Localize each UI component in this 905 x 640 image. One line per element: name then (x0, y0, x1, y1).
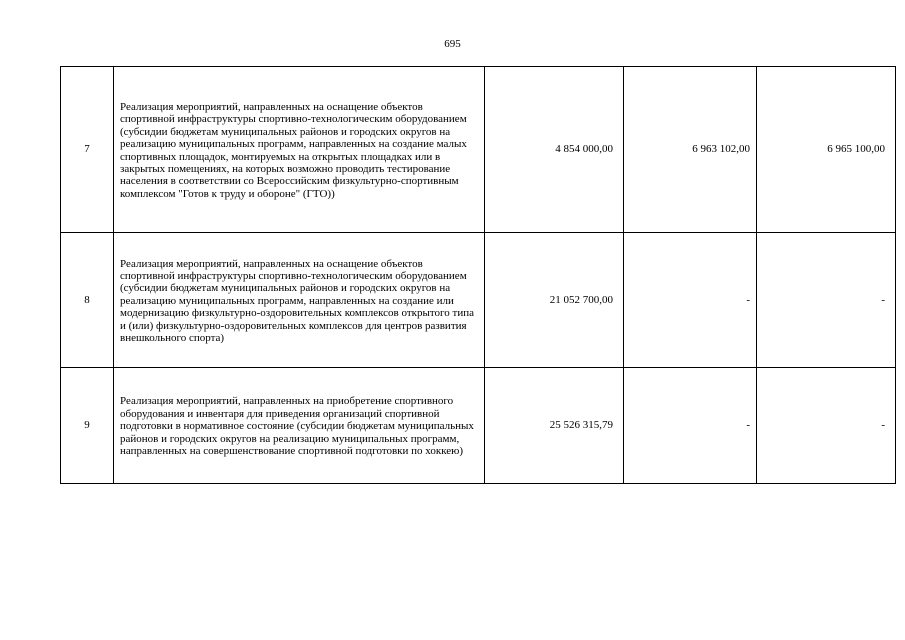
row-number: 8 (61, 233, 114, 368)
table-row (61, 67, 896, 233)
row-description: Реализация мероприятий, направленных на оснащение объектов спортивной инфраструктуры спортивно-технологическим оборудованием (субсидии бюджетам муниципальных районов и городских округов на реализацию муниципальных программ, направленных на создание или модернизацию физкультурно-оздоровительных комплексов открытого типа и (или) физкультурно-оздоровительных комплексов для центров развития внешкольного спорта) (114, 233, 485, 368)
row-description: Реализация мероприятий, направленных на приобретение спортивного оборудования и инвентаря для приведения организаций спортивной подготовки в нормативное состояние (субсидии бюджетам муниципальных районов и городских округов на реализацию муниципальных программ, направленных на совершенствование спортивной подготовки по хоккею) (114, 368, 485, 484)
row-value-2: 6 963 102,00 (624, 67, 757, 233)
row-description: Реализация мероприятий, направленных на оснащение объектов спортивной инфраструктуры спортивно-технологическим оборудованием (субсидии бюджетам муниципальных районов и городских округов на реализацию муниципальных программ, направленных на создание малых спортивных площадок, монтируемых на открытых площадках или в закрытых помещениях, на которых возможно проводить тестирование населения в соответствии со Всероссийским физкультурно-спортивным комплексом "Готов к труду и обороне" (ГТО)) (114, 67, 485, 233)
row-value-1: 21 052 700,00 (485, 233, 624, 368)
row-number: 9 (61, 368, 114, 484)
row-value-3: - (757, 368, 896, 484)
row-value-2: - (624, 233, 757, 368)
row-value-2: - (624, 368, 757, 484)
row-value-3: 6 965 100,00 (757, 67, 896, 233)
page-number: 695 (444, 38, 461, 50)
row-value-1: 25 526 315,79 (485, 368, 624, 484)
row-number: 7 (61, 67, 114, 233)
budget-table (60, 66, 896, 484)
row-value-3: - (757, 233, 896, 368)
table-row (61, 233, 896, 368)
row-value-1: 4 854 000,00 (485, 67, 624, 233)
table-row (61, 368, 896, 484)
